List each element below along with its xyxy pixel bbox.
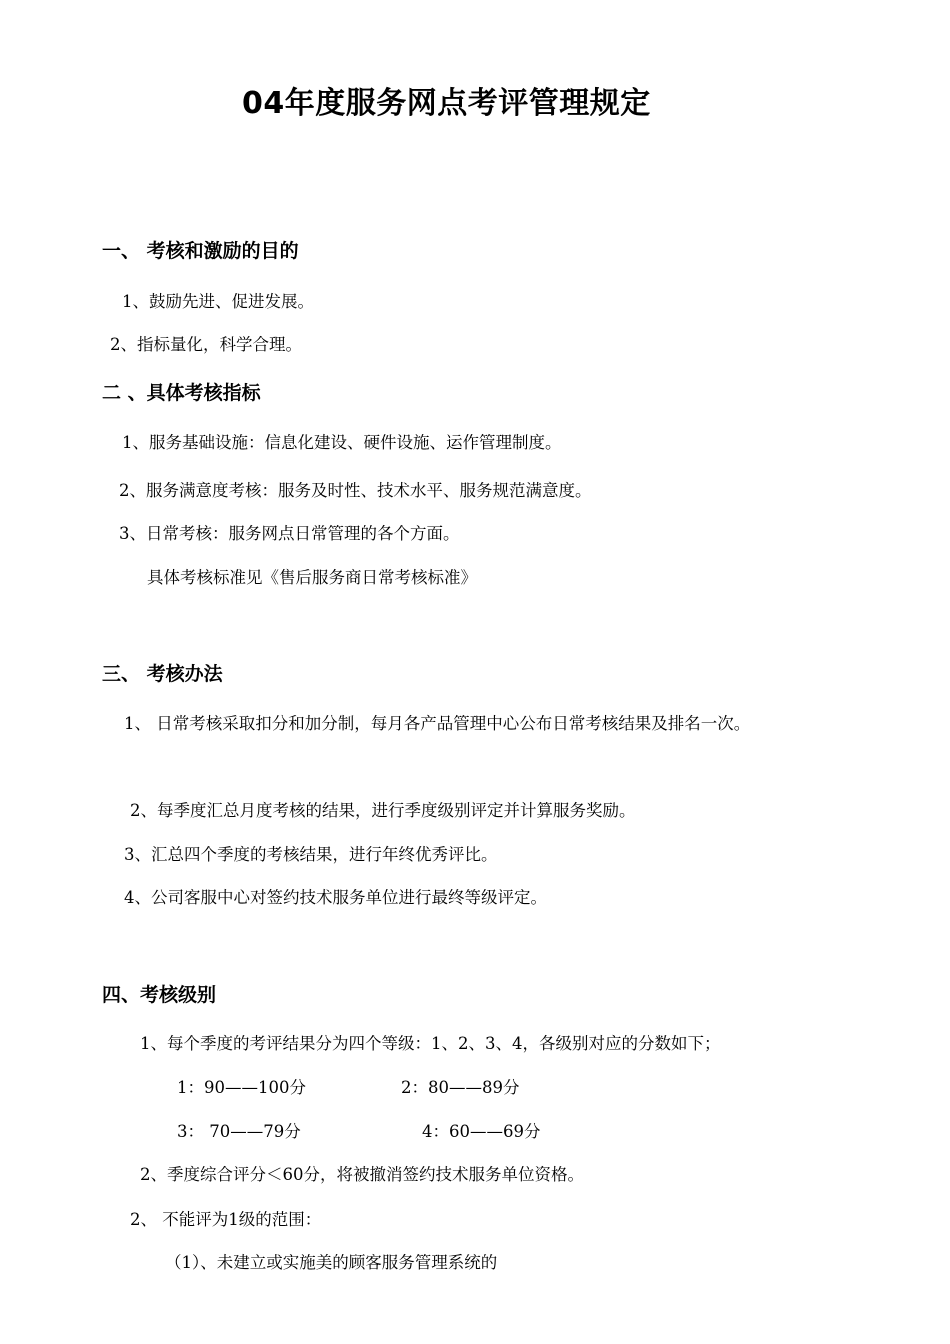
section-heading-4: 四、考核级别 bbox=[102, 984, 217, 1006]
section2-item-1: 1、服务基础设施：信息化建设、硬件设施、运作管理制度。 bbox=[122, 433, 562, 452]
section3-item-3: 3、汇总四个季度的考核结果，进行年终优秀评比。 bbox=[124, 845, 498, 864]
section3-item-4: 4、公司客服中心对签约技术服务单位进行最终等级评定。 bbox=[124, 888, 547, 907]
section3-item-1: 1、 日常考核采取扣分和加分制，每月各产品管理中心公布日常考核结果及排名一次。 bbox=[124, 714, 751, 733]
grade-2: 2：80——89分 bbox=[401, 1078, 520, 1097]
section1-item-2: 2、指标量化，科学合理。 bbox=[110, 335, 302, 354]
section3-item-2: 2、每季度汇总月度考核的结果，进行季度级别评定并计算服务奖励。 bbox=[130, 801, 636, 820]
section4-intro: 1、每个季度的考评结果分为四个等级：1、2、3、4，各级别对应的分数如下； bbox=[140, 1034, 721, 1053]
grade-4: 4：60——69分 bbox=[422, 1122, 541, 1141]
section1-item-1: 1、鼓励先进、促进发展。 bbox=[122, 292, 314, 311]
section4-sub-1: （1）、未建立或实施美的顾客服务管理系统的 bbox=[165, 1253, 498, 1272]
document-title: 04年度服务网点考评管理规定 bbox=[242, 86, 651, 121]
section4-item-3: 2、 不能评为1级的范围： bbox=[130, 1210, 322, 1229]
section-heading-1: 一、 考核和激励的目的 bbox=[102, 240, 299, 262]
grade-3: 3： 70——79分 bbox=[177, 1122, 301, 1141]
section-heading-3: 三、 考核办法 bbox=[102, 663, 223, 685]
section2-item-3: 3、日常考核：服务网点日常管理的各个方面。 bbox=[119, 524, 460, 543]
section4-item-2: 2、季度综合评分＜60分，将被撤消签约技术服务单位资格。 bbox=[140, 1165, 584, 1184]
section-heading-2: 二 、具体考核指标 bbox=[102, 382, 261, 404]
section2-item-2: 2、服务满意度考核：服务及时性、技术水平、服务规范满意度。 bbox=[119, 481, 592, 500]
section2-note: 具体考核标准见《售后服务商日常考核标准》 bbox=[147, 568, 477, 587]
grade-1: 1：90——100分 bbox=[177, 1078, 306, 1097]
